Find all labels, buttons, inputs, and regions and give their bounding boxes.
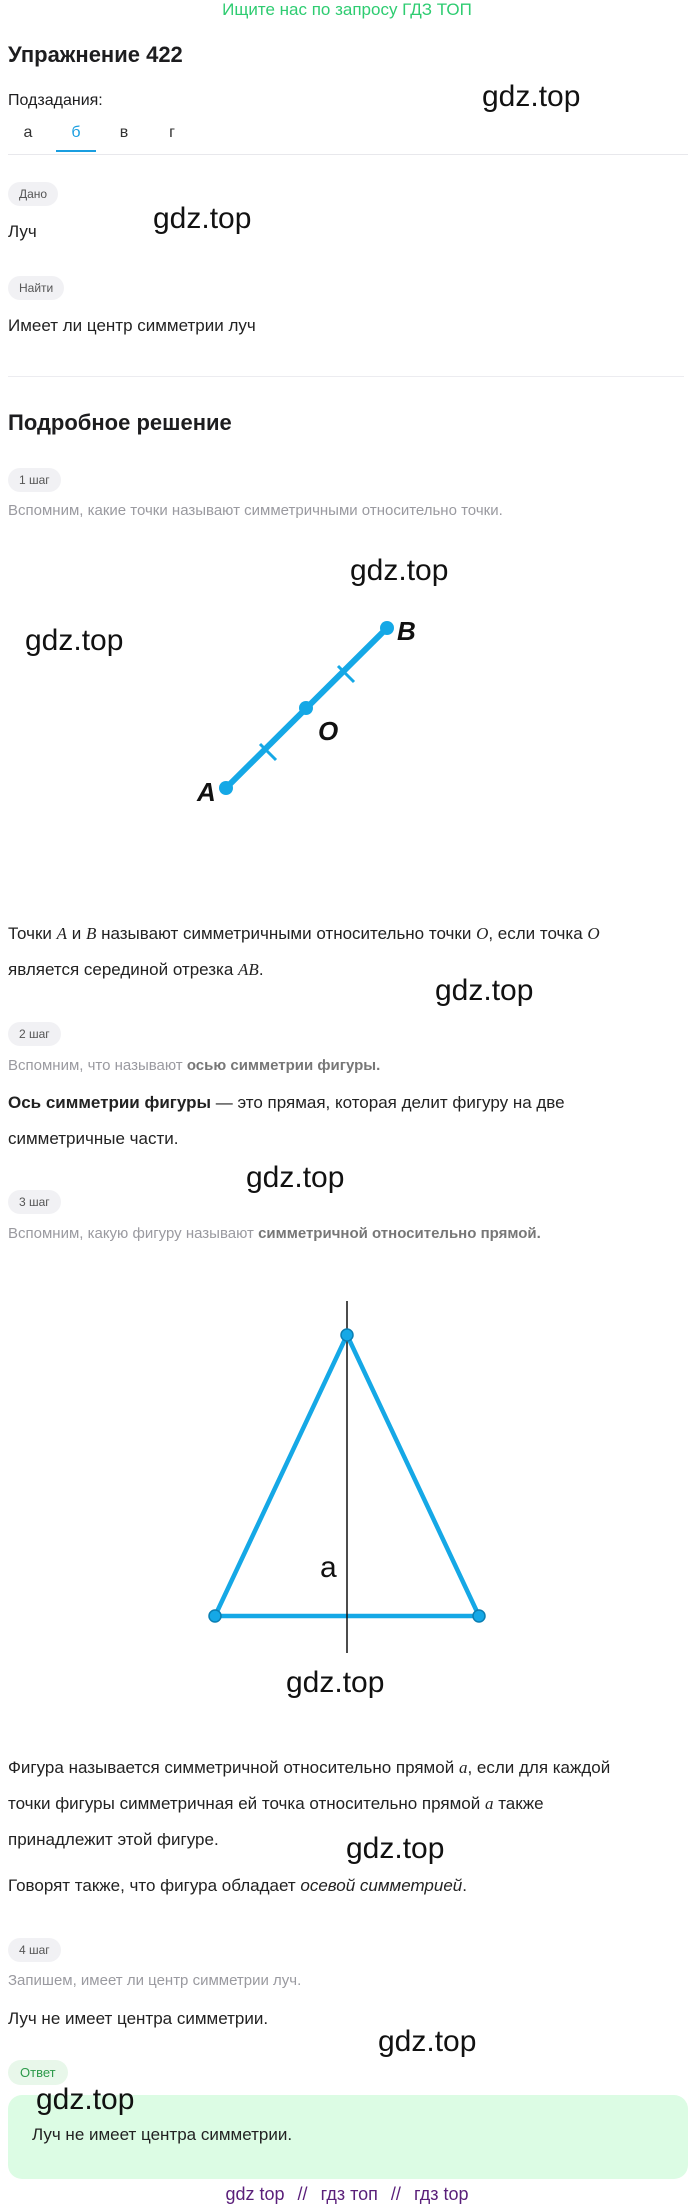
answer-badge: Ответ xyxy=(8,2060,68,2085)
isosceles-triangle-diagram xyxy=(0,1295,694,1665)
label-b: B xyxy=(397,616,416,646)
given-badge: Дано xyxy=(8,182,58,206)
footer-link[interactable]: гдз top xyxy=(413,2184,469,2204)
vertex-left xyxy=(209,1610,221,1622)
watermark: gdz.top xyxy=(435,974,534,1007)
footer-link[interactable]: gdz top xyxy=(225,2184,285,2204)
footer-link[interactable]: гдз топ xyxy=(320,2184,378,2204)
tab-a[interactable]: а xyxy=(23,124,33,141)
point-o xyxy=(299,701,313,715)
step-3-badge: 3 шаг xyxy=(8,1190,61,1214)
watermark: gdz.top xyxy=(246,1161,345,1194)
step-1-hint: Вспомним, какие точки называют симметричными относительно точки. xyxy=(8,502,503,519)
point-b xyxy=(380,621,394,635)
given-text: Луч xyxy=(8,222,37,241)
watermark: gdz.top xyxy=(346,1832,445,1865)
find-text: Имеет ли центр симметрии луч xyxy=(8,316,256,335)
tab-v[interactable]: в xyxy=(119,124,129,141)
step-1-definition: Точки A и B называют симметричными относительно точки O, если точка O является серединой отрезка AB. xyxy=(8,924,600,979)
step-3-note: Говорят также, что фигура обладает осевой симметрией. xyxy=(8,1876,467,1895)
subtask-tabs xyxy=(8,120,688,155)
tab-g[interactable]: г xyxy=(169,124,175,141)
watermark: gdz.top xyxy=(482,80,581,113)
vertex-right xyxy=(473,1610,485,1622)
label-a: A xyxy=(197,777,216,807)
conclusion-text: Луч не имеет центра симметрии. xyxy=(8,2009,269,2028)
footer-separator: // xyxy=(390,2184,401,2204)
watermark: gdz.top xyxy=(25,624,124,657)
step-4-badge: 4 шаг xyxy=(8,1938,61,1962)
axis-label: a xyxy=(320,1551,337,1584)
watermark: gdz.top xyxy=(378,2025,477,2058)
footer-separator: // xyxy=(297,2184,308,2204)
step-1-badge: 1 шаг xyxy=(8,468,61,492)
step-2-hint: Вспомним, что называют осью симметрии фигуры. xyxy=(8,1057,381,1074)
point-a xyxy=(219,781,233,795)
watermark: gdz.top xyxy=(350,554,449,587)
tab-b[interactable]: б xyxy=(56,124,96,152)
page-title: Упражнение 422 xyxy=(8,42,183,67)
step-3-definition: Фигура называется симметричной относительно прямой a, если для каждой точки фигуры симметричная ей точка относительно прямой a также принадлежит этой фигуре. xyxy=(8,1758,611,1849)
footer-links xyxy=(0,2184,694,2205)
watermark: gdz.top xyxy=(153,202,252,235)
promo-banner[interactable]: Ищите нас по запросу ГДЗ ТОП xyxy=(222,0,472,19)
watermark: gdz.top xyxy=(286,1666,385,1699)
step-3-hint: Вспомним, какую фигуру называют симметричной относительно прямой. xyxy=(8,1225,541,1242)
step-2-definition: Ось симметрии фигуры — это прямая, которая делит фигуру на две симметричные части. xyxy=(8,1093,565,1148)
section-divider xyxy=(8,376,684,377)
solution-title: Подробное решение xyxy=(8,410,232,435)
label-o: O xyxy=(318,716,339,746)
watermark: gdz.top xyxy=(36,2083,135,2116)
find-badge: Найти xyxy=(8,276,64,300)
vertex-top xyxy=(341,1329,353,1341)
answer-text: Луч не имеет центра симметрии. xyxy=(32,2125,293,2144)
step-4-hint: Запишем, имеет ли центр симметрии луч. xyxy=(8,1972,302,1989)
subtasks-label: Подзадания: xyxy=(8,92,103,109)
step-2-badge: 2 шаг xyxy=(8,1022,61,1046)
